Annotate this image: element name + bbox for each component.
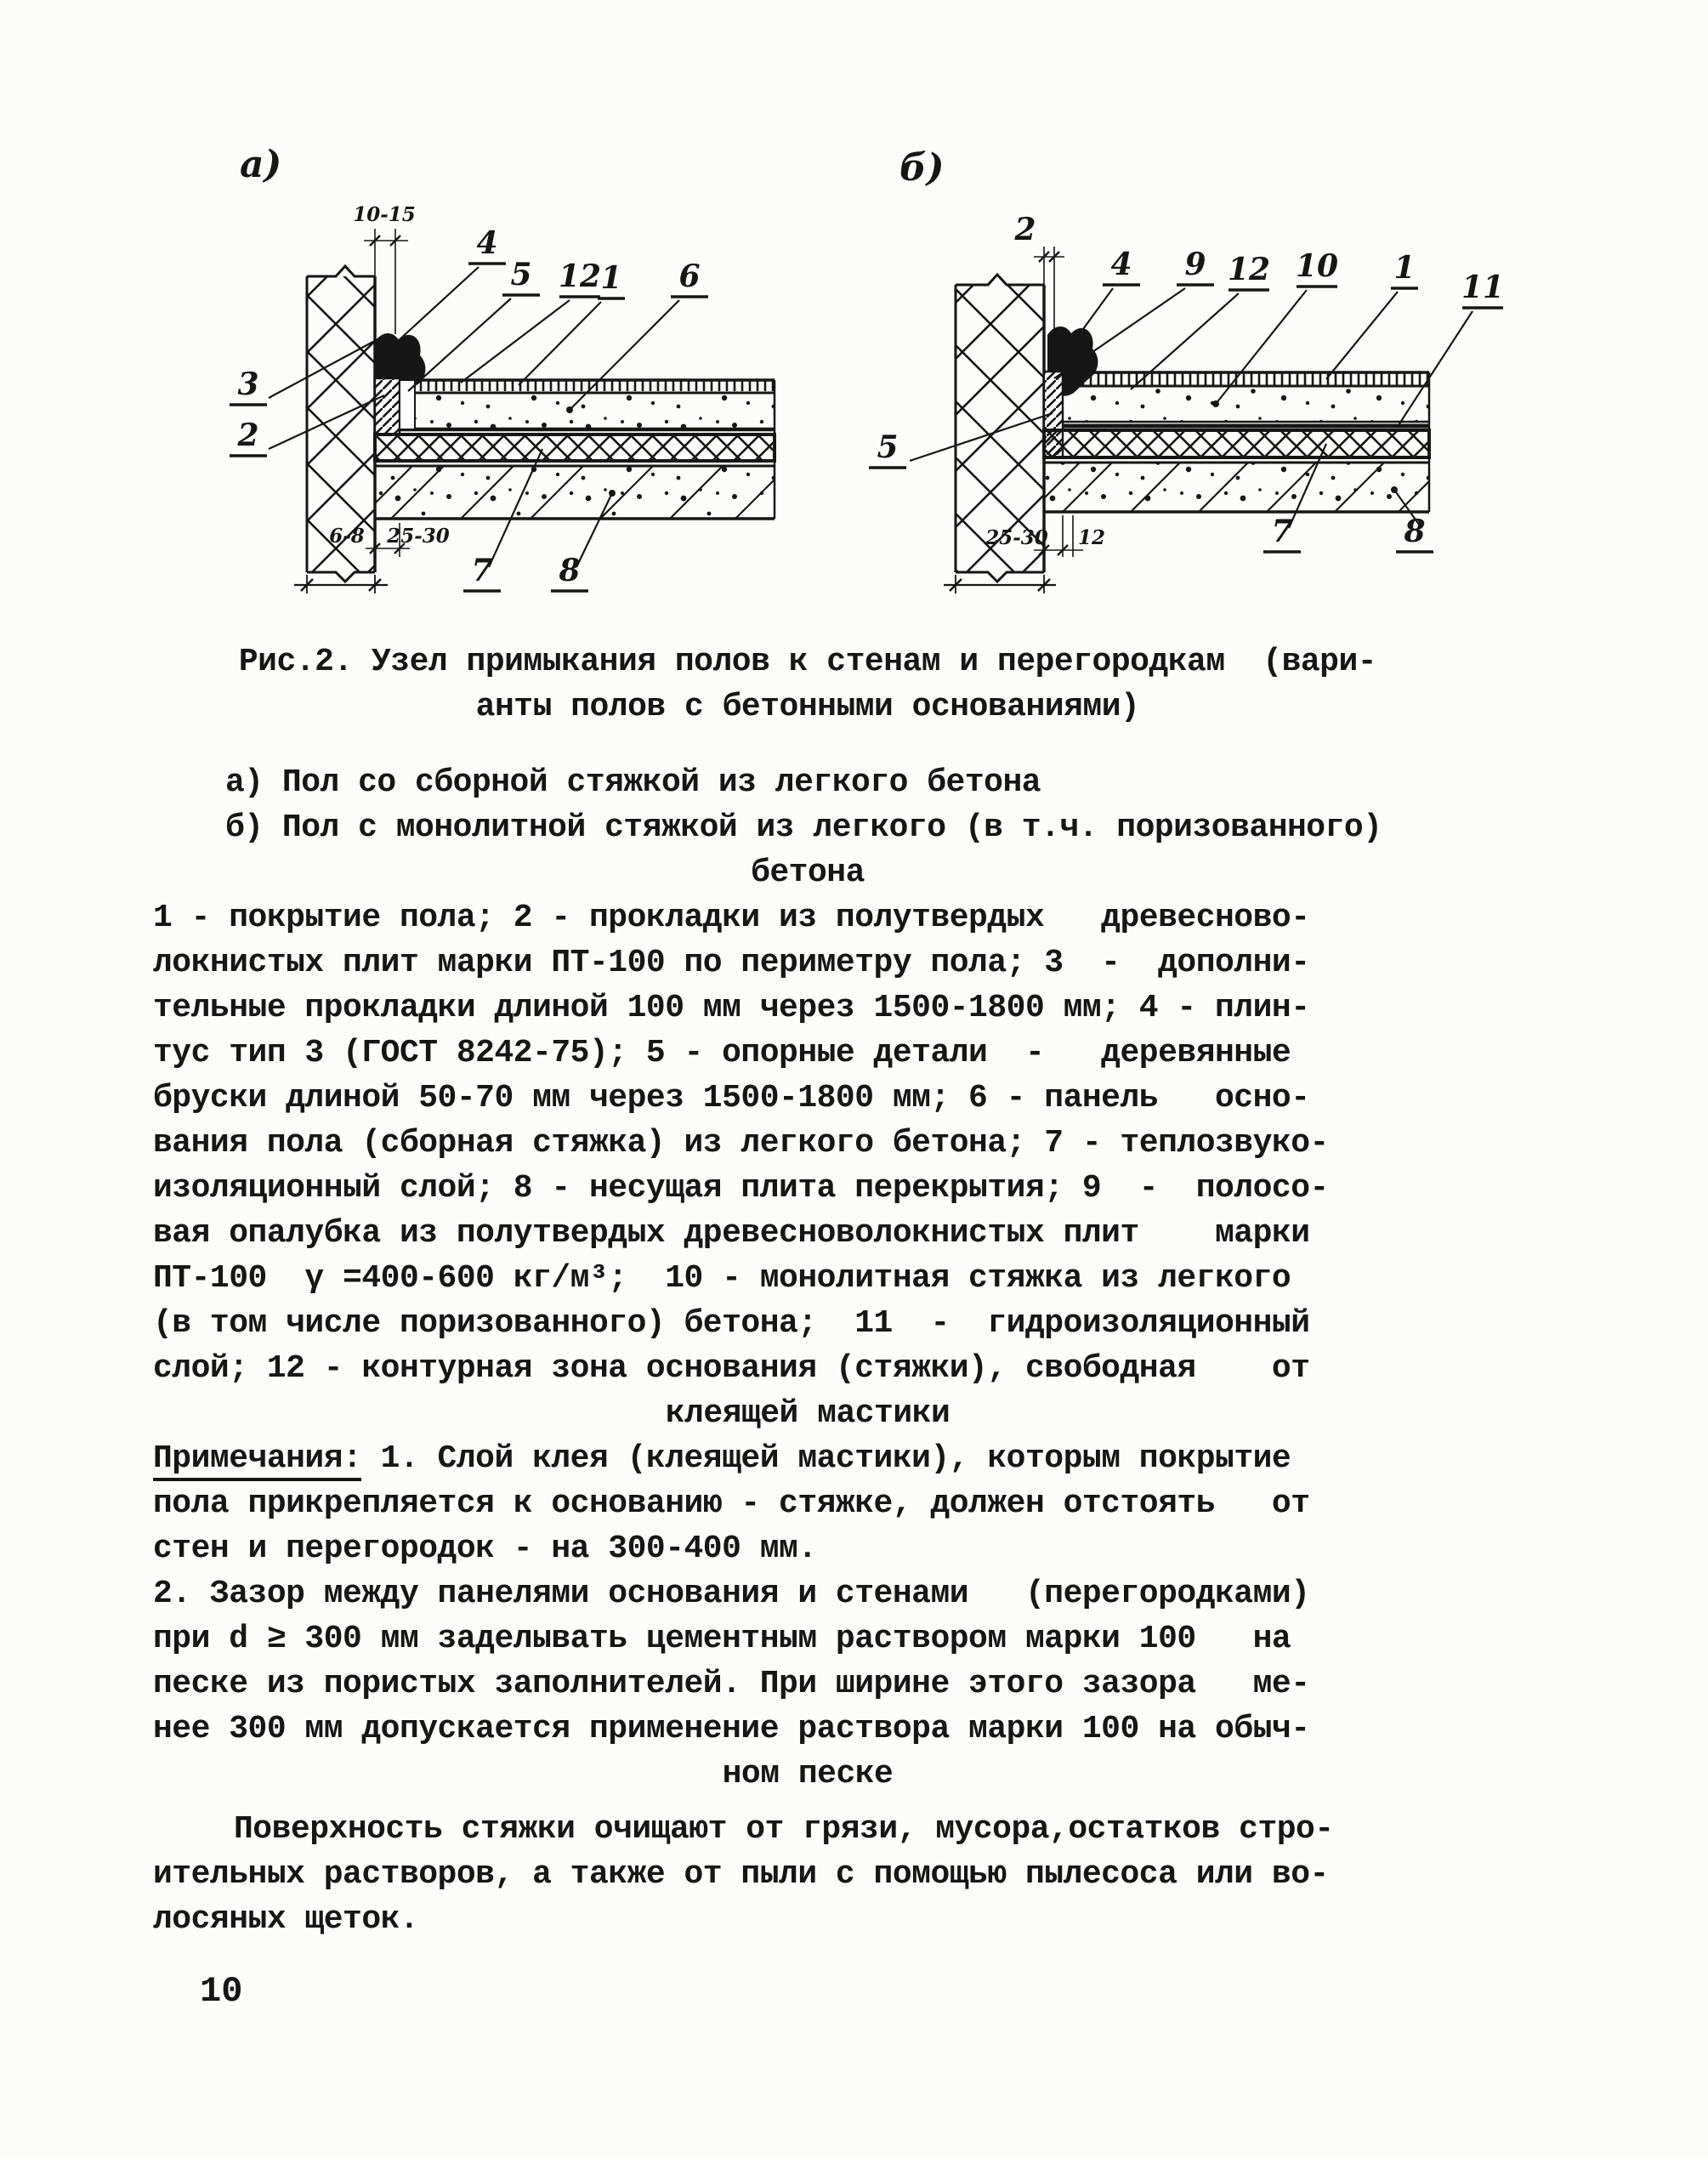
subcaption-variant-a: а) Пол со сборной стяжкой из легкого бетона	[225, 764, 1041, 801]
callout-label: 5	[877, 429, 899, 465]
callout-label: 2	[237, 417, 259, 453]
dim-label-25-30-b: 25-30	[985, 526, 1048, 549]
insulation-layer-a	[375, 434, 775, 461]
callout-label: 7	[471, 553, 493, 588]
legend-line: вая опалубка из полутвердых древесноволокнистых плит марки	[153, 1215, 1310, 1252]
callout-label: 12	[1227, 252, 1271, 287]
callout-label: 10	[1295, 248, 1339, 284]
callout-label: 3	[237, 366, 259, 402]
legend-line: (в том числе поризованного) бетона; 11 - гидроизоляционный	[153, 1305, 1310, 1342]
body-line: ительных растворов, а также от пыли с помощью пылесоса или во-	[153, 1856, 1329, 1893]
notes-heading: Примечания:	[153, 1440, 361, 1481]
notes-block	[153, 1436, 1462, 1797]
legend-line: 1 - покрытие пола; 2 - прокладки из полутвердых древесново-	[153, 900, 1310, 936]
callout-b-11	[1399, 270, 1504, 425]
legend-line: ПТ-100 γ =400-600 кг/м³; 10 - монолитная стяжка из легкого	[153, 1260, 1291, 1297]
floor-covering-b	[1063, 372, 1429, 386]
bearing-slab-b	[1044, 463, 1429, 512]
callout-label: 2	[1014, 212, 1036, 247]
legend-line: бруски длиной 50-70 мм через 1500-1800 мм; 6 - панель осно-	[153, 1080, 1310, 1116]
callout-label: 1	[1393, 250, 1416, 286]
caption-line-1: Рис.2. Узел примыкания полов к стенам и перегородкам (вари-	[238, 644, 1377, 680]
notes-line: 2. Зазор между панелями основания и стенами (перегородками)	[153, 1576, 1310, 1612]
body-paragraph	[153, 1807, 1462, 1942]
page-number: 10	[200, 1971, 243, 2012]
callout-label: 6	[678, 258, 701, 294]
callout-label: 4	[1110, 247, 1132, 282]
body-line: Поверхность стяжки очищают от грязи, мусора,остатков стро-	[234, 1811, 1334, 1848]
caption-line-2: анты полов с бетонными основаниями)	[475, 689, 1140, 725]
floor-covering-a	[400, 380, 775, 393]
legend-line: вания пола (сборная стяжка) из легкого бетона; 7 - теплозвуко-	[153, 1125, 1329, 1161]
notes-line: песке из пористых заполнителей. При ширине этого зазора ме-	[153, 1666, 1310, 1702]
insulation-layer-b	[1044, 430, 1429, 457]
legend-line: изоляционный слой; 8 - несущая плита перекрытия; 9 - полосо-	[153, 1170, 1329, 1207]
subcaption-variant-b-cont: бетона	[751, 855, 865, 891]
notes-line-1	[153, 1436, 1462, 1481]
legend-line: тельные прокладки длиной 100 мм через 1500-1800 мм; 4 - плин-	[153, 990, 1310, 1026]
callout-label: 8	[559, 553, 581, 588]
diagram-b-monolithic-screed	[850, 128, 1683, 621]
subcaption-variant-b: б) Пол с монолитной стяжкой из легкого (в т.ч. поризованного)	[225, 809, 1382, 846]
perimeter-gasket-a	[375, 378, 400, 434]
callout-label: 8	[1404, 514, 1426, 549]
callout-a-5	[408, 257, 540, 391]
variant-b-label: б)	[899, 146, 945, 190]
callout-label: 9	[1184, 247, 1206, 282]
legend-line: тус тип 3 (ГОСТ 8242-75); 5 - опорные детали - деревянные	[153, 1035, 1291, 1071]
screed-panel-a	[400, 393, 775, 429]
callout-label: 5	[510, 257, 532, 292]
notes-line: стен и перегородок - на 300-400 мм.	[153, 1530, 817, 1567]
text-column	[153, 639, 1462, 1942]
callout-label: 11	[1461, 270, 1505, 305]
notes-line: при d ≥ 300 мм заделывать цементным раствором марки 100 на	[153, 1621, 1291, 1657]
callout-b-1	[1326, 250, 1418, 379]
notes-line-last: ном песке	[722, 1756, 894, 1792]
legend-line: слой; 12 - контурная зона основания (стяжки), свободная от	[153, 1350, 1310, 1387]
variant-a-label: а)	[240, 143, 282, 186]
figure-subcaption	[153, 760, 1462, 895]
callout-label: 12	[558, 258, 602, 294]
callout-a-4	[397, 225, 506, 342]
notes-line: нее 300 мм допускается применение раствора марки 100 на обыч-	[153, 1711, 1310, 1747]
callout-label: 1	[600, 260, 622, 296]
dim-label-6-8: 6-8	[329, 525, 365, 548]
monolithic-screed-b	[1063, 386, 1429, 422]
callout-b-4	[1076, 247, 1140, 338]
legend-line-last: клеящей мастики	[665, 1395, 950, 1432]
notes-line-1-text: 1. Слой клея (клеящей мастики), которым покрытие	[361, 1440, 1291, 1477]
dim-label-12-b: 12	[1077, 526, 1106, 549]
dim-label-25-30-a: 25-30	[387, 525, 450, 548]
callout-label: 4	[476, 225, 498, 261]
callout-label: 7	[1271, 514, 1293, 549]
notes-line: пола прикрепляется к основанию - стяжке, должен отстоять от	[153, 1485, 1310, 1522]
dim-label-10-15: 10-15	[353, 203, 416, 226]
bearing-slab-a	[375, 466, 775, 519]
body-line: лосяных щеток.	[153, 1901, 419, 1938]
figure-caption	[153, 639, 1462, 730]
legend-line: локнистых плит марки ПТ-100 по периметру пола; 3 - дополни-	[153, 945, 1310, 981]
diagram-a-precast-screed	[196, 128, 961, 621]
figure-legend	[153, 895, 1462, 1436]
